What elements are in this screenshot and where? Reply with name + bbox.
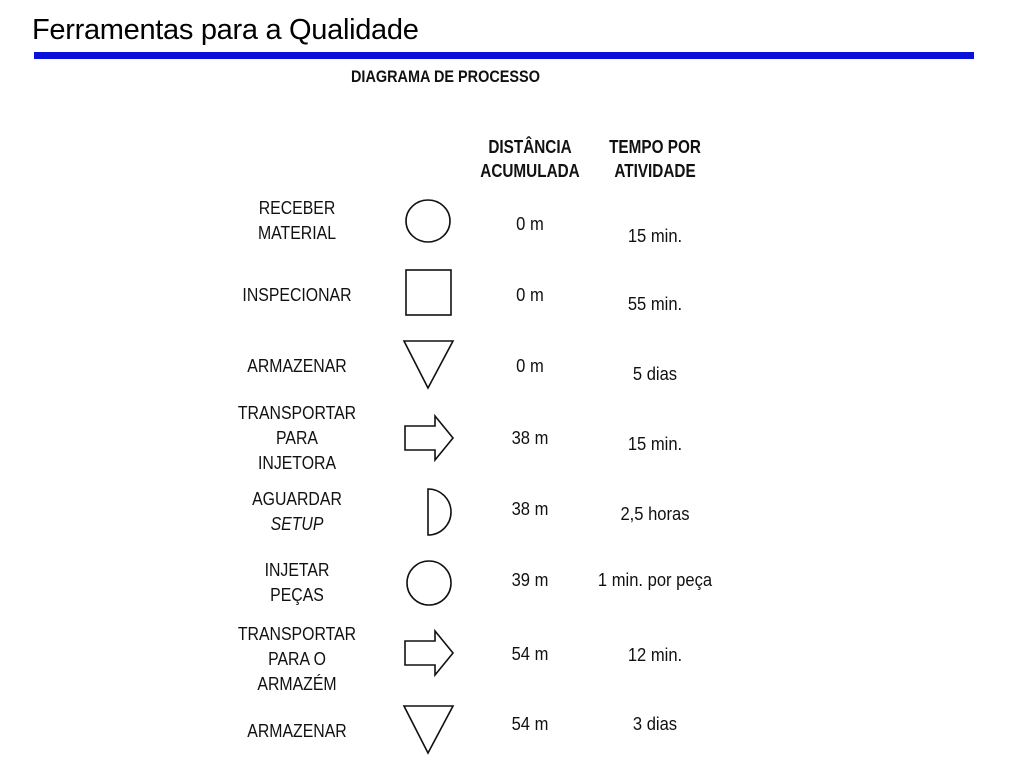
- header-time: [601, 135, 710, 183]
- step-label: [231, 354, 363, 379]
- step-label-line: INSPECIONAR: [242, 285, 352, 305]
- step-distance: 0 m: [516, 214, 544, 234]
- arrow-right-icon: [401, 627, 457, 683]
- step-time: 55 min.: [627, 294, 683, 314]
- step-label-line: PARA: [276, 428, 318, 448]
- step-time: 1 min. por peça: [597, 570, 713, 590]
- step-time: 5 dias: [632, 364, 678, 384]
- step-label-line: INJETAR: [264, 560, 330, 580]
- half-circle-icon: [401, 484, 457, 540]
- triangle-down-icon: [401, 703, 457, 759]
- triangle-down-icon: [401, 338, 457, 394]
- step-time: 12 min.: [627, 645, 683, 665]
- step-label-line: ARMAZÉM: [257, 674, 337, 694]
- circle-icon: [401, 193, 457, 249]
- square-icon: [401, 266, 457, 322]
- step-label: [231, 622, 363, 697]
- step-label-line: INJETORA: [257, 453, 337, 473]
- title-rule: [34, 52, 974, 59]
- step-label-line: RECEBER: [258, 198, 336, 218]
- diagram-title: DIAGRAMA DE PROCESSO: [351, 67, 540, 86]
- header-time-line-1: TEMPO POR: [609, 137, 701, 157]
- header-time-line-2: ATIVIDADE: [614, 161, 696, 181]
- step-time: 3 dias: [632, 714, 678, 734]
- step-label: [231, 558, 363, 608]
- step-label-line: ARMAZENAR: [247, 356, 347, 376]
- slide-title: Ferramentas para a Qualidade: [32, 14, 419, 46]
- step-label: [231, 487, 363, 537]
- header-distance-line-1: DISTÂNCIA: [488, 137, 572, 157]
- step-distance: 38 m: [511, 499, 549, 519]
- step-label-line: TRANSPORTAR: [237, 403, 357, 423]
- header-distance-line-2: ACUMULADA: [480, 161, 580, 181]
- step-label: [231, 401, 363, 476]
- step-label: [231, 719, 363, 744]
- step-label-line: ARMAZENAR: [247, 721, 347, 741]
- step-distance: 0 m: [516, 285, 544, 305]
- step-label-line: PARA O: [268, 649, 326, 669]
- step-time: 2,5 horas: [620, 504, 690, 524]
- step-time: 15 min.: [627, 434, 683, 454]
- step-label-line: MATERIAL: [257, 223, 337, 243]
- step-distance: 39 m: [511, 570, 549, 590]
- step-distance: 0 m: [516, 356, 544, 376]
- step-label: [231, 283, 363, 308]
- step-label-line: AGUARDAR: [252, 489, 342, 509]
- step-distance: 54 m: [511, 714, 549, 734]
- step-label-line: TRANSPORTAR: [237, 624, 357, 644]
- step-distance: 38 m: [511, 428, 549, 448]
- step-time: 15 min.: [627, 226, 683, 246]
- step-label-line: PEÇAS: [270, 585, 324, 605]
- step-label: [231, 196, 363, 246]
- step-label-line: SETUP: [270, 514, 324, 534]
- arrow-right-icon: [401, 412, 457, 468]
- circle-icon: [401, 556, 457, 612]
- header-distance: [476, 135, 585, 183]
- step-distance: 54 m: [511, 644, 549, 664]
